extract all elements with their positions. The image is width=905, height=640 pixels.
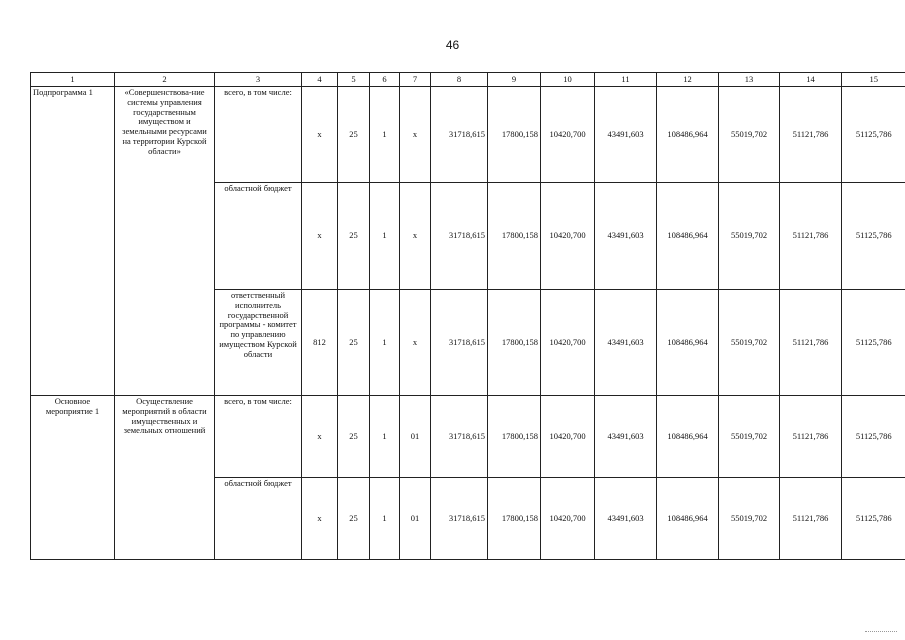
cell-col-12: 108486,964 — [657, 87, 719, 183]
cell-col-5: 25 — [338, 290, 370, 396]
cell-col-12: 108486,964 — [657, 183, 719, 290]
scan-artifact-line — [865, 631, 897, 634]
cell-col-10: 10420,700 — [541, 183, 595, 290]
cell-col-11: 43491,603 — [595, 87, 657, 183]
cell-col-12: 108486,964 — [657, 396, 719, 478]
funding-source: всего, в том числе: — [215, 87, 302, 183]
cell-col-8: 31718,615 — [431, 478, 488, 560]
cell-col-14: 51121,786 — [780, 396, 842, 478]
cell-col-15: 51125,786 — [842, 290, 905, 396]
cell-col-11: 43491,603 — [595, 183, 657, 290]
cell-col-4: х — [302, 183, 338, 290]
cell-col-13: 55019,702 — [719, 290, 780, 396]
program-name: Подпрограмма 1 — [31, 87, 115, 396]
cell-col-8: 31718,615 — [431, 183, 488, 290]
cell-col-7: 01 — [400, 396, 431, 478]
cell-col-9: 17800,158 — [488, 396, 541, 478]
cell-col-6: 1 — [370, 478, 400, 560]
cell-col-15: 51125,786 — [842, 478, 905, 560]
column-header: 3 — [215, 73, 302, 87]
cell-col-13: 55019,702 — [719, 478, 780, 560]
cell-col-9: 17800,158 — [488, 183, 541, 290]
funding-source: ответственный исполнитель государственной программы - комитет по управлению имуществом Курской области — [215, 290, 302, 396]
budget-table — [30, 72, 905, 560]
cell-col-10: 10420,700 — [541, 87, 595, 183]
page-number: 46 — [445, 38, 460, 52]
column-header: 15 — [842, 73, 905, 87]
funding-source: областной бюджет — [215, 478, 302, 560]
cell-col-8: 31718,615 — [431, 396, 488, 478]
cell-col-13: 55019,702 — [719, 396, 780, 478]
cell-col-9: 17800,158 — [488, 478, 541, 560]
cell-col-13: 55019,702 — [719, 87, 780, 183]
program-title: Осуществление мероприятий в области имущественных и земельных отношений — [115, 396, 215, 560]
cell-col-10: 10420,700 — [541, 478, 595, 560]
table-row — [31, 87, 905, 183]
column-number-row — [31, 73, 905, 87]
column-header: 14 — [780, 73, 842, 87]
column-header: 11 — [595, 73, 657, 87]
column-header: 8 — [431, 73, 488, 87]
cell-col-15: 51125,786 — [842, 87, 905, 183]
cell-col-11: 43491,603 — [595, 290, 657, 396]
cell-col-14: 51121,786 — [780, 290, 842, 396]
cell-col-15: 51125,786 — [842, 183, 905, 290]
cell-col-6: 1 — [370, 87, 400, 183]
column-header: 4 — [302, 73, 338, 87]
cell-col-6: 1 — [370, 290, 400, 396]
cell-col-4: х — [302, 87, 338, 183]
cell-col-5: 25 — [338, 478, 370, 560]
column-header: 2 — [115, 73, 215, 87]
funding-source: областной бюджет — [215, 183, 302, 290]
cell-col-7: х — [400, 290, 431, 396]
cell-col-10: 10420,700 — [541, 290, 595, 396]
cell-col-14: 51121,786 — [780, 183, 842, 290]
cell-col-7: 01 — [400, 478, 431, 560]
cell-col-8: 31718,615 — [431, 290, 488, 396]
column-header: 7 — [400, 73, 431, 87]
cell-col-6: 1 — [370, 396, 400, 478]
funding-source: всего, в том числе: — [215, 396, 302, 478]
cell-col-5: 25 — [338, 396, 370, 478]
cell-col-9: 17800,158 — [488, 87, 541, 183]
cell-col-11: 43491,603 — [595, 396, 657, 478]
column-header: 10 — [541, 73, 595, 87]
cell-col-12: 108486,964 — [657, 290, 719, 396]
cell-col-7: х — [400, 183, 431, 290]
cell-col-7: х — [400, 87, 431, 183]
cell-col-5: 25 — [338, 87, 370, 183]
cell-col-13: 55019,702 — [719, 183, 780, 290]
table-row — [31, 396, 905, 478]
program-title: «Совершенствова-ние системы управления государственным имуществом и земельными ресурсами на территории Курской области» — [115, 87, 215, 396]
cell-col-8: 31718,615 — [431, 87, 488, 183]
cell-col-10: 10420,700 — [541, 396, 595, 478]
column-header: 1 — [31, 73, 115, 87]
column-header: 5 — [338, 73, 370, 87]
cell-col-11: 43491,603 — [595, 478, 657, 560]
column-header: 6 — [370, 73, 400, 87]
cell-col-4: х — [302, 396, 338, 478]
cell-col-9: 17800,158 — [488, 290, 541, 396]
column-header: 12 — [657, 73, 719, 87]
cell-col-6: 1 — [370, 183, 400, 290]
cell-col-15: 51125,786 — [842, 396, 905, 478]
cell-col-12: 108486,964 — [657, 478, 719, 560]
cell-col-4: х — [302, 478, 338, 560]
cell-col-14: 51121,786 — [780, 478, 842, 560]
program-name: Основное мероприятие 1 — [31, 396, 115, 560]
cell-col-4: 812 — [302, 290, 338, 396]
cell-col-5: 25 — [338, 183, 370, 290]
column-header: 9 — [488, 73, 541, 87]
cell-col-14: 51121,786 — [780, 87, 842, 183]
column-header: 13 — [719, 73, 780, 87]
